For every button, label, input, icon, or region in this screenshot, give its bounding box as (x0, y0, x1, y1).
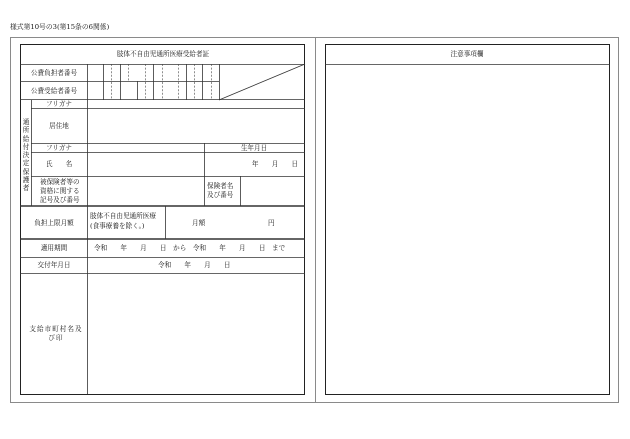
insurer-label: 保険者名及び番号 (207, 182, 234, 199)
medical-scope-note: 肢体不自由児通所医療(食事療養を除く。) (90, 212, 156, 230)
payer-number-label: 公費負担者番号 (30, 69, 78, 77)
recipient-number-label: 公費受給者番号 (30, 87, 78, 95)
municipality-seal-label: 支給市町村名及び印 (29, 325, 83, 342)
notes-title: 注意事項欄 (450, 50, 484, 58)
issue-date-label: 交付年月日 (37, 261, 71, 269)
residence-label: 居住地 (49, 122, 69, 130)
guardian-group-label: 通所給付決定保護者 (22, 118, 30, 193)
burden-limit-label: 負担上限月額 (34, 219, 74, 227)
insured-qualification-label: 被保険者等の資格に関する記号及び番号 (40, 178, 80, 204)
birthdate-label: 生年月日 (240, 144, 268, 152)
form-number-header: 様式第10号の3(第15条の6関係) (10, 23, 110, 31)
certificate-title: 肢体不自由児通所医療受給者証 (116, 50, 210, 58)
yen-unit: 円 (268, 219, 275, 227)
period-label: 適用期間 (40, 244, 68, 252)
period-value: 令和 年 月 日 から 令和 年 月 日 まで (94, 244, 286, 252)
birthdate-value: 年 月 日 (251, 160, 299, 168)
furigana-label-residence: フリガナ (45, 100, 73, 108)
notes-area (326, 65, 609, 394)
issue-date-value: 令和 年 月 日 (158, 261, 231, 269)
monthly-label: 月額 (192, 219, 206, 227)
furigana-label-name: フリガナ (45, 144, 73, 152)
name-label: 氏 名 (45, 160, 73, 168)
